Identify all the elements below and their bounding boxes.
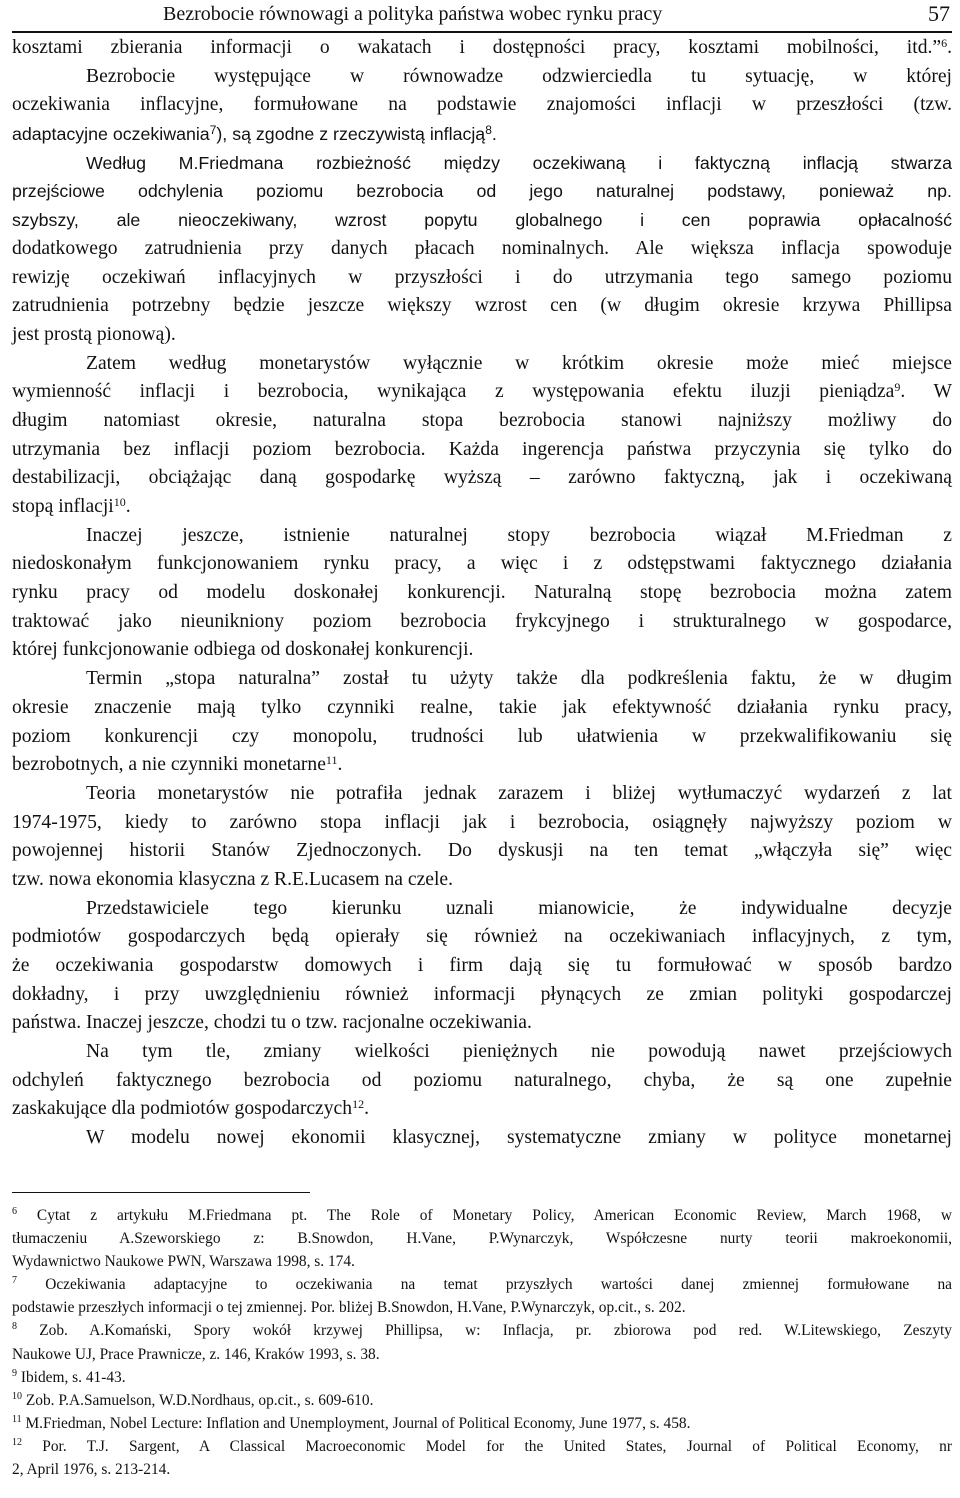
footnote-number: 12 — [12, 1436, 22, 1448]
text-line: Inaczej jeszcze, istnienie naturalnej stopy bezrobocia wiązał M.Friedman z — [86, 524, 952, 546]
running-header — [0, 0, 960, 34]
text-line: że oczekiwania gospodarstw domowych i firm dają się tu formułować w sposób bardzo — [12, 955, 952, 976]
text-line: kosztami zbierania informacji o wakatach i dostępności pracy, kosztami mobilności, itd.”$^6$. — [12, 36, 952, 58]
footnote-number: 11 — [12, 1413, 22, 1425]
text-line: której funkcjonowanie odbiega od doskonałej konkurencji. — [12, 639, 474, 661]
text-line: Według M.Friedmana rozbieżność między oczekiwaną i faktyczną inflacją stwarza — [86, 152, 952, 173]
footnote-line: Wydawnictwo Naukowe PWN, Warszawa 1998, s. 174. — [12, 1253, 355, 1271]
text-line: Zatem według monetarystów wyłącznie w krótkim okresie może mieć miejsce — [86, 352, 952, 374]
text-line: Przedstawiciele tego kierunku uznali mianowicie, że indywidualne decyzje — [86, 897, 952, 919]
text-line: dodatkowego zatrudnienia przy danych płacach nominalnych. Ale większa inflacja spowoduje — [12, 237, 952, 259]
text-line: jest prostą pionową). — [12, 323, 176, 345]
text-line: traktować jako nieunikniony poziom bezrobocia frykcyjnego i strukturalnego w gospodarce, — [12, 610, 952, 632]
footnote-number: 9 — [12, 1367, 17, 1379]
footnote-line: $^9$ Ibidem, s. 41-43. — [12, 1367, 126, 1386]
footnote-line: $^{12}$ Por. T.J. Sargent, A Classical Macroeconomic Model for the United States, Journal of Political Economy, nr — [12, 1436, 952, 1455]
footnote-number: 10 — [12, 1390, 22, 1402]
footnote-line: $^{11}$ M.Friedman, Nobel Lecture: Inflation and Unemployment, Journal of Political Economy, June 1977, s. 458. — [12, 1413, 691, 1432]
text-line: bezrobotnych, a nie czynniki monetarne$^{11}$. — [12, 753, 343, 776]
text-line: utrzymania bez inflacji poziom bezrobocia. Każda ingerencja państwa przyczynia się tylko do — [12, 438, 952, 460]
running-title: Bezrobocie równowagi a polityka państwa wobec rynku pracy — [163, 3, 663, 25]
text-line: Bezrobocie występujące w równowadze odzwierciedla tu sytuację, w której — [86, 65, 952, 87]
text-line: przejściowe odchylenia poziomu bezrobocia od jego naturalnej podstawy, ponieważ np. — [12, 181, 952, 202]
text-line: stopą inflacji$^{10}$. — [12, 495, 131, 517]
text-line: zaskakujące dla podmiotów gospodarczych$^{12}$. — [12, 1097, 369, 1120]
footnote-line: $^7$ Oczekiwania adaptacyjne to oczekiwania na temat przyszłych wartości danej zmiennej formułowane na — [12, 1275, 952, 1294]
footnote-number: 6 — [12, 1206, 17, 1217]
text-line: Na tym tle, zmiany wielkości pieniężnych nie powodują nawet przejściowych — [86, 1041, 952, 1063]
header-rule — [12, 31, 952, 33]
text-line: wymienność inflacji i bezrobocia, wynikająca z występowania efektu iluzji pieniądza$^9$. W — [12, 380, 952, 403]
footnote-line: podstawie przeszłych informacji o tej zmiennej. Por. bliżej B.Snowdon, H.Vane, P.Wynarczyk, op.cit., s. 202. — [12, 1299, 686, 1317]
page-number: 57 — [928, 1, 950, 26]
text-line: długim natomiast okresie, naturalna stopa bezrobocia stanowi najniższy możliwy do — [12, 409, 952, 431]
text-line: zatrudnienia potrzebny będzie jeszcze większy wzrost cen (w długim okresie krzywa Phillipsa — [12, 295, 952, 317]
footnote-ref: 11 — [325, 753, 338, 768]
footnote-line: $^{10}$ Zob. P.A.Samuelson, W.D.Nordhaus, op.cit., s. 609-610. — [12, 1390, 374, 1409]
text-line: podmiotów gospodarczych będą opierały się również na oczekiwaniach inflacyjnych, z tym, — [12, 926, 952, 948]
text-line: oczekiwania inflacyjne, formułowane na podstawie znajomości inflacji w przeszłości (tzw. — [12, 94, 952, 116]
footnote-line: tłumaczeniu A.Szeworskiego z: B.Snowdon, H.Vane, P.Wynarczyk, Współczesne nurty teorii makroekonomii, — [12, 1230, 952, 1248]
text-line: Teoria monetarystów nie potrafiła jednak zarazem i bliżej wytłumaczyć wydarzeń z lat — [86, 782, 952, 804]
footnote-line: Naukowe UJ, Prace Prawnicze, z. 146, Kraków 1993, s. 38. — [12, 1345, 380, 1363]
text-line: tzw. nowa ekonomia klasyczna z R.E.Lucasem na czele. — [12, 868, 454, 890]
text-line: niedoskonałym funkcjonowaniem rynku pracy, a więc i z odstępstwami faktycznego działania — [12, 553, 952, 575]
footnotes — [12, 1204, 952, 1481]
footnote-number: 8 — [12, 1321, 17, 1333]
footnote-ref: 7 — [209, 123, 217, 138]
footnote-line: 2, April 1976, s. 213-214. — [12, 1461, 171, 1479]
text-line: okresie znaczenie mają tylko czynniki realne, takie jak efektywność działania rynku pracy, — [12, 696, 952, 718]
footnote-number: 7 — [12, 1275, 17, 1287]
footnote-separator — [12, 1192, 310, 1193]
text-line: szybszy, ale nieoczekiwany, wzrost popytu globalnego i cen poprawia opłacalność — [12, 210, 952, 231]
footnote-line: $^6$ Cytat z artykułu M.Friedmana pt. The Role of Monetary Policy, American Economic Review, March 1968, w — [12, 1206, 952, 1224]
text-line: rynku pracy od modelu doskonałej konkurencji. Naturalną stopę bezrobocia można zatem — [12, 582, 952, 604]
text-line: adaptacyjne oczekiwania$^7$), są zgodne z rzeczywistą inflacją$^8$. — [12, 123, 497, 145]
text-line: 1974-1975, kiedy to zarówno stopa inflacji jak i bezrobocia, osiągnęły najwyższy poziom w — [12, 811, 952, 833]
footnote-ref: 10 — [113, 495, 126, 509]
text-line: państwa. Inaczej jeszcze, chodzi tu o tzw. racjonalne oczekiwania. — [12, 1012, 532, 1034]
text-line: destabilizacji, obciążając daną gospodarkę wyższą – zarówno faktyczną, jak i oczekiwaną — [12, 467, 952, 489]
footnote-ref: 12 — [352, 1097, 365, 1112]
text-line: odchyleń faktycznego bezrobocia od poziomu naturalnego, chyba, że są one zupełnie — [12, 1069, 952, 1091]
footnote-ref: 8 — [485, 123, 492, 138]
text-line: Termin „stopa naturalna” został tu użyty także dla podkreślenia faktu, że w długim — [86, 668, 952, 690]
footnote-ref: 9 — [894, 380, 901, 395]
text-line: poziom konkurencji czy monopolu, trudności lub ułatwienia w przekwalifikowaniu się — [12, 725, 952, 747]
footnote-ref: 6 — [941, 36, 948, 50]
footnote-line: $^8$ Zob. A.Komański, Spory wokół krzywej Phillipsa, w: Inflacja, pr. zbiorowa pod red. W.Litewskiego, Zeszyty — [12, 1321, 952, 1340]
text-line: W modelu nowej ekonomii klasycznej, systematyczne zmiany w polityce monetarnej — [86, 1127, 952, 1149]
text-line: dokładny, i przy uwzględnieniu również informacji płynących ze zmian polityki gospodarczej — [12, 983, 952, 1005]
text-line: rewizję oczekiwań inflacyjnych w przyszłości i do utrzymania tego samego poziomu — [12, 266, 952, 288]
text-line: powojennej historii Stanów Zjednoczonych. Do dyskusji na ten temat „włączyła się” więc — [12, 840, 952, 862]
main-text — [12, 34, 952, 1153]
